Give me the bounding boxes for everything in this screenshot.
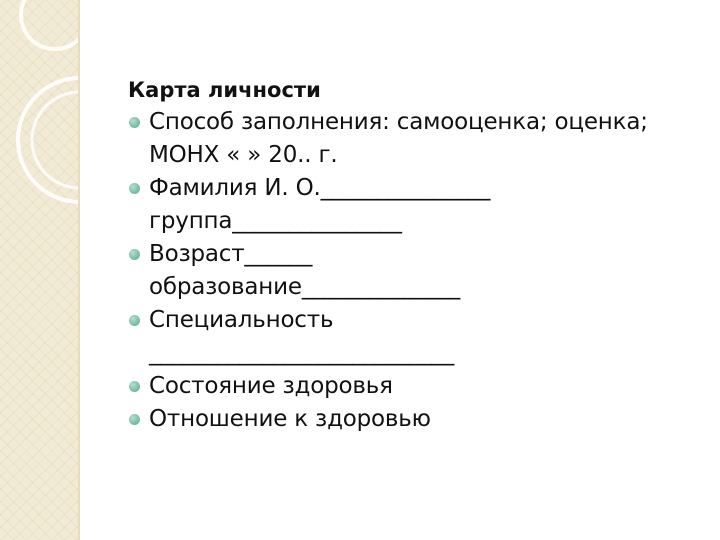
decorative-side-band	[0, 0, 78, 540]
list-item	[128, 304, 708, 370]
list-item	[128, 106, 708, 172]
bullet-dot-icon	[129, 414, 140, 425]
bullet-dot-icon	[129, 117, 140, 128]
bullet-line: Состояние здоровья	[149, 373, 393, 399]
bullet-dot-icon	[129, 183, 140, 194]
band-divider	[78, 0, 80, 540]
bullet-dot-icon	[129, 315, 140, 326]
bullet-line: Возраст______	[149, 241, 313, 267]
bullet-line: ___________________________	[149, 340, 455, 366]
bullet-dot-icon	[129, 381, 140, 392]
bullet-dot-icon	[129, 249, 140, 260]
list-item	[128, 403, 708, 436]
slide-content	[128, 74, 708, 436]
bullet-line: Отношение к здоровью	[149, 406, 431, 432]
bullet-line: группа_______________	[149, 208, 402, 234]
bullet-line: Фамилия И. О._______________	[149, 175, 491, 201]
bullet-line: Специальность	[149, 307, 334, 333]
bullet-line: МОНХ « » 20.. г.	[149, 142, 338, 168]
bullet-list	[128, 106, 708, 436]
list-item	[128, 172, 708, 238]
bullet-line: образование______________	[149, 274, 461, 300]
concentric-circles-icon	[0, 0, 78, 540]
bullet-line: Способ заполнения: самооценка; оценка;	[149, 109, 648, 135]
list-item	[128, 238, 708, 304]
slide-title: Карта личности	[128, 78, 321, 102]
list-item	[128, 370, 708, 403]
